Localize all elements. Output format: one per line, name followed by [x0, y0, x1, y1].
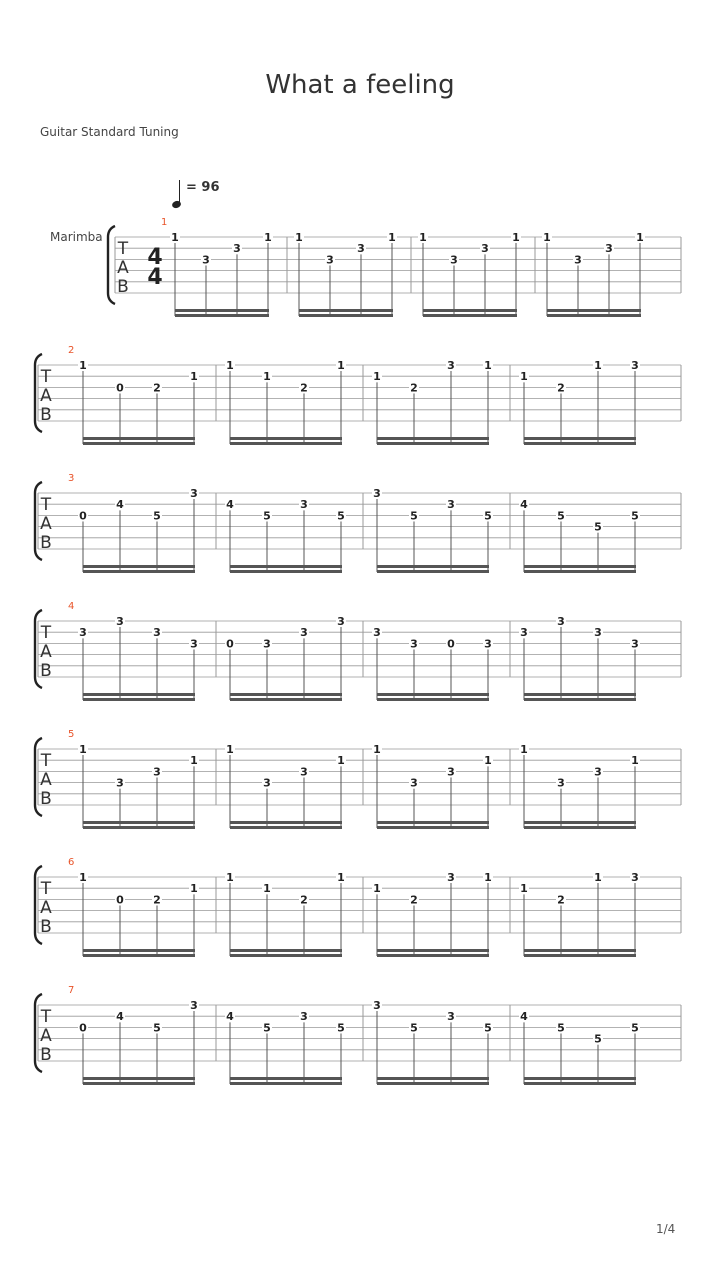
beam	[524, 1082, 636, 1085]
fret-number: 5	[153, 509, 161, 523]
beam	[230, 826, 342, 829]
fret-number: 4	[116, 498, 124, 512]
fret-number: 1	[543, 231, 551, 244]
fret-number: 3	[447, 765, 455, 779]
beam	[377, 437, 489, 440]
tab-clef-letter: T	[40, 879, 52, 899]
beam	[230, 698, 342, 701]
fret-number: 1	[337, 871, 345, 884]
fret-number: 3	[116, 615, 124, 628]
fret-number: 5	[594, 1032, 602, 1046]
tab-clef-letter: T	[40, 623, 52, 643]
beam	[83, 565, 195, 568]
fret-number: 2	[557, 893, 565, 907]
tab-system	[35, 738, 681, 829]
beam	[524, 442, 636, 445]
tab-clef-letter: T	[40, 495, 52, 515]
fret-number: 1	[631, 754, 639, 768]
beam	[377, 442, 489, 445]
fret-number: 3	[631, 637, 639, 651]
tab-clef-letter: A	[40, 386, 52, 406]
fret-number: 1	[79, 359, 87, 372]
fret-number: 1	[263, 882, 271, 896]
beam	[524, 437, 636, 440]
fret-number: 3	[202, 253, 210, 267]
time-signature-bottom: 4	[147, 265, 163, 290]
beam	[377, 565, 489, 568]
beam	[524, 693, 636, 696]
fret-number: 2	[300, 381, 308, 395]
fret-number: 1	[337, 754, 345, 768]
fret-number: 3	[481, 242, 489, 256]
beam	[83, 1082, 195, 1085]
measure-number: 4	[68, 601, 75, 612]
fret-number: 3	[447, 359, 455, 372]
tab-system	[35, 994, 681, 1085]
fret-number: 5	[484, 1021, 492, 1035]
tempo-value: = 96	[186, 180, 220, 195]
fret-number: 3	[605, 242, 613, 256]
beam	[83, 1077, 195, 1080]
time-signature-top: 4	[147, 245, 163, 270]
fret-number: 1	[520, 882, 528, 896]
beam	[377, 1082, 489, 1085]
fret-number: 1	[636, 231, 644, 244]
fret-number: 3	[447, 871, 455, 884]
tab-clef-letter: A	[40, 514, 52, 534]
tab-clef-letter: T	[40, 751, 52, 771]
fret-number: 4	[226, 1010, 234, 1024]
fret-number: 4	[226, 498, 234, 512]
fret-number: 1	[484, 754, 492, 768]
beam	[83, 442, 195, 445]
fret-number: 1	[226, 359, 234, 372]
fret-number: 0	[116, 893, 124, 907]
beam	[524, 821, 636, 824]
beam	[83, 437, 195, 440]
beam	[230, 565, 342, 568]
fret-number: 1	[484, 359, 492, 372]
fret-number: 1	[484, 871, 492, 884]
song-title: What a feeling	[265, 70, 455, 100]
beam	[230, 954, 342, 957]
beam	[524, 949, 636, 952]
fret-number: 2	[300, 893, 308, 907]
fret-number: 3	[520, 626, 528, 640]
fret-number: 0	[226, 637, 234, 651]
tab-clef-letter: A	[40, 642, 52, 662]
fret-number: 3	[79, 626, 87, 640]
tab-system	[35, 610, 681, 701]
beam	[230, 949, 342, 952]
fret-number: 3	[153, 626, 161, 640]
fret-number: 3	[233, 242, 241, 256]
beam	[524, 565, 636, 568]
instrument-name: Marimba	[50, 230, 103, 244]
fret-number: 3	[484, 637, 492, 651]
fret-number: 5	[594, 520, 602, 534]
beam	[377, 949, 489, 952]
fret-number: 5	[410, 1021, 418, 1035]
fret-number: 5	[557, 1021, 565, 1035]
tab-clef-letter: B	[40, 1045, 52, 1065]
tab-clef-letter: B	[40, 405, 52, 425]
fret-number: 1	[373, 743, 381, 756]
fret-number: 3	[300, 498, 308, 512]
fret-number: 3	[373, 999, 381, 1012]
fret-number: 4	[520, 1010, 528, 1024]
measure-number: 5	[68, 729, 75, 740]
fret-number: 4	[116, 1010, 124, 1024]
fret-number: 3	[410, 776, 418, 790]
beam	[83, 826, 195, 829]
fret-number: 3	[450, 253, 458, 267]
tab-clef-letter: B	[40, 661, 52, 681]
fret-number: 3	[300, 626, 308, 640]
fret-number: 2	[410, 893, 418, 907]
fret-number: 2	[410, 381, 418, 395]
fret-number: 2	[153, 381, 161, 395]
fret-number: 1	[373, 370, 381, 384]
fret-number: 0	[79, 1021, 87, 1035]
beam	[230, 570, 342, 573]
beam	[423, 314, 517, 317]
beam	[83, 693, 195, 696]
beam	[377, 570, 489, 573]
beam	[299, 314, 393, 317]
fret-number: 3	[357, 242, 365, 256]
fret-number: 3	[326, 253, 334, 267]
beam	[230, 437, 342, 440]
tab-clef-letter: T	[40, 1007, 52, 1027]
fret-number: 5	[337, 1021, 345, 1035]
beam	[230, 1082, 342, 1085]
fret-number: 3	[594, 765, 602, 779]
tab-system	[35, 866, 681, 957]
page-number: 1/4	[656, 1222, 676, 1236]
fret-number: 3	[447, 498, 455, 512]
beam	[83, 954, 195, 957]
fret-number: 5	[263, 509, 271, 523]
fret-number: 1	[190, 754, 198, 768]
fret-number: 1	[226, 871, 234, 884]
fret-number: 5	[153, 1021, 161, 1035]
fret-number: 1	[79, 743, 87, 756]
fret-number: 1	[171, 231, 179, 244]
fret-number: 1	[263, 370, 271, 384]
beam	[230, 442, 342, 445]
measure-number: 3	[68, 473, 75, 484]
fret-number: 5	[631, 509, 639, 523]
beam	[547, 314, 641, 317]
fret-number: 3	[631, 359, 639, 372]
fret-number: 3	[190, 999, 198, 1012]
measure-number: 2	[68, 345, 75, 356]
fret-number: 2	[153, 893, 161, 907]
beam	[377, 693, 489, 696]
beam	[230, 693, 342, 696]
tab-system	[35, 482, 681, 573]
fret-number: 1	[295, 231, 303, 244]
fret-number: 3	[557, 776, 565, 790]
fret-number: 3	[190, 637, 198, 651]
beam	[83, 821, 195, 824]
beam	[83, 698, 195, 701]
fret-number: 3	[153, 765, 161, 779]
fret-number: 3	[300, 765, 308, 779]
fret-number: 3	[557, 615, 565, 628]
tab-clef-letter: B	[40, 533, 52, 553]
beam	[423, 309, 517, 312]
tab-clef-letter: B	[40, 917, 52, 937]
tuning-label: Guitar Standard Tuning	[40, 125, 179, 139]
measure-number: 6	[68, 857, 75, 868]
beam	[230, 1077, 342, 1080]
tab-clef-letter: A	[40, 898, 52, 918]
beam	[83, 949, 195, 952]
beam	[524, 698, 636, 701]
fret-number: 3	[631, 871, 639, 884]
fret-number: 3	[373, 487, 381, 500]
fret-number: 3	[263, 776, 271, 790]
beam	[377, 954, 489, 957]
fret-number: 3	[263, 637, 271, 651]
tab-clef-letter: A	[40, 1026, 52, 1046]
fret-number: 1	[520, 743, 528, 756]
beam	[377, 826, 489, 829]
fret-number: 1	[226, 743, 234, 756]
beam	[175, 309, 269, 312]
beam	[377, 1077, 489, 1080]
beam	[524, 1077, 636, 1080]
tab-clef-letter: A	[117, 258, 129, 278]
fret-number: 3	[447, 1010, 455, 1024]
fret-number: 0	[79, 509, 87, 523]
beam	[524, 826, 636, 829]
fret-number: 1	[594, 359, 602, 372]
fret-number: 3	[410, 637, 418, 651]
fret-number: 1	[264, 231, 272, 244]
system-bracket	[108, 226, 115, 304]
beam	[547, 309, 641, 312]
measure-number: 1	[161, 217, 168, 228]
fret-number: 1	[337, 359, 345, 372]
fret-number: 3	[574, 253, 582, 267]
fret-number: 5	[337, 509, 345, 523]
fret-number: 1	[512, 231, 520, 244]
fret-number: 5	[557, 509, 565, 523]
fret-number: 0	[116, 381, 124, 395]
fret-number: 1	[79, 871, 87, 884]
fret-number: 1	[419, 231, 427, 244]
fret-number: 5	[631, 1021, 639, 1035]
fret-number: 0	[447, 637, 455, 651]
fret-number: 1	[520, 370, 528, 384]
fret-number: 5	[263, 1021, 271, 1035]
tab-clef-letter: B	[117, 277, 129, 297]
tab-clef-letter: T	[40, 367, 52, 387]
fret-number: 3	[337, 615, 345, 628]
tab-clef-letter: B	[40, 789, 52, 809]
fret-number: 3	[190, 487, 198, 500]
fret-number: 4	[520, 498, 528, 512]
fret-number: 3	[300, 1010, 308, 1024]
measure-number: 7	[68, 985, 75, 996]
tab-clef-letter: A	[40, 770, 52, 790]
fret-number: 1	[594, 871, 602, 884]
beam	[524, 570, 636, 573]
beam	[524, 954, 636, 957]
beam	[377, 698, 489, 701]
tab-clef-letter: T	[117, 239, 129, 259]
fret-number: 5	[410, 509, 418, 523]
fret-number: 5	[484, 509, 492, 523]
fret-number: 1	[373, 882, 381, 896]
tab-system	[35, 354, 681, 445]
beam	[175, 314, 269, 317]
beam	[299, 309, 393, 312]
fret-number: 1	[190, 370, 198, 384]
beam	[377, 821, 489, 824]
fret-number: 1	[190, 882, 198, 896]
fret-number: 1	[388, 231, 396, 244]
fret-number: 3	[594, 626, 602, 640]
beam	[83, 570, 195, 573]
fret-number: 3	[116, 776, 124, 790]
fret-number: 2	[557, 381, 565, 395]
fret-number: 3	[373, 626, 381, 640]
beam	[230, 821, 342, 824]
